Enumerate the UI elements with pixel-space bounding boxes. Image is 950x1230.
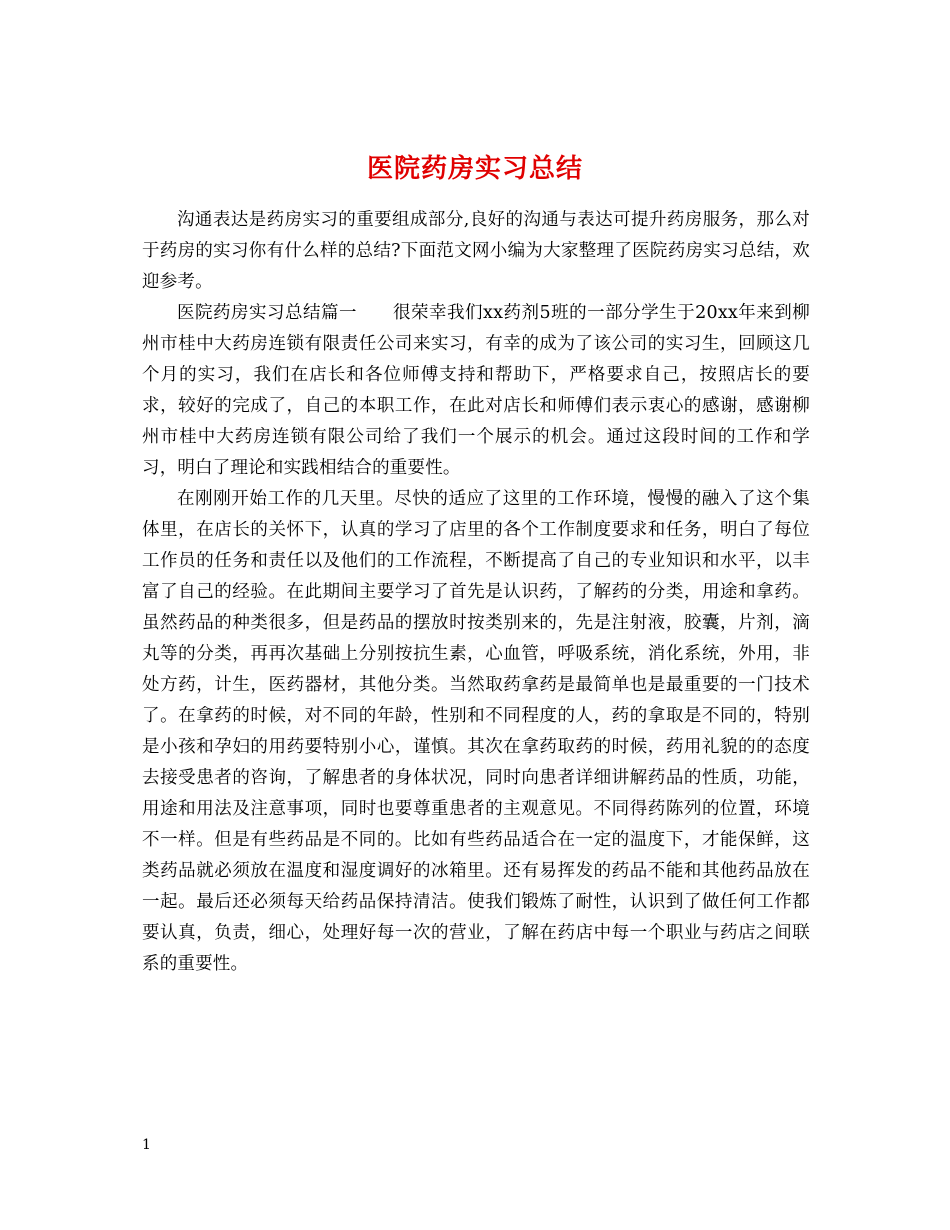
document-title: 医院药房实习总结	[366, 154, 583, 185]
paragraph-summary-part-one: 医院药房实习总结篇一 很荣幸我们xx药剂5班的一部分学生于20xx年来到柳州市桂中大药房连锁有限责任公司来实习，有幸的成为了该公司的实习生，回顾这几个月的实习，我们在店长和各位师傅支持和帮助下，严格要求自己，按照店长的要求，较好的完成了，自己的本职工作，在此对店长和师傅们表示衷心的感谢，感谢柳州市桂中大药房连锁有限公司给了我们一个展示的机会。通过这段时间的工作和学习，明白了理论和实践相结合的重要性。	[142, 303, 810, 478]
document-body	[142, 205, 810, 980]
page-number: 1	[142, 1137, 151, 1153]
paragraph-intro: 沟通表达是药房实习的重要组成部分,良好的沟通与表达可提升药房服务，那么对于药房的实习你有什么样的总结?下面范文网小编为大家整理了医院药房实习总结，欢迎参考。	[142, 210, 810, 292]
paragraph-work-experience: 在刚刚开始工作的几天里。尽快的适应了这里的工作环境，慢慢的融入了这个集体里，在店长的关怀下，认真的学习了店里的各个工作制度要求和任务，明白了每位工作员的任务和责任以及他们的工作流程，不断提高了自己的专业知识和水平，以丰富了自己的经验。在此期间主要学习了首先是认识药，了解药的分类，用途和拿药。虽然药品的种类很多，但是药品的摆放时按类别来的，先是注射液，胶囊，片剂，滴丸等的分类，再再次基础上分别按抗生素，心血管，呼吸系统，消化系统，外用，非处方药，计生，医药器材，其他分类。当然取药拿药是最简单也是最重要的一门技术了。在拿药的时候，对不同的年龄，性别和不同程度的人，药的拿取是不同的，特别是小孩和孕妇的用药要特别小心，谨慎。其次在拿药取药的时候，药用礼貌的的态度去接受患者的咨询，了解患者的身体状况，同时向患者详细讲解药品的性质，功能，用途和用法及注意事项，同时也要尊重患者的主观意见。不同得药陈列的位置，环境不一样。但是有些药品是不同的。比如有些药品适合在一定的温度下，才能保鲜，这类药品就必须放在温度和湿度调好的冰箱里。还有易挥发的药品不能和其他药品放在一起。最后还必须每天给药品保持清洁。使我们锻炼了耐性，认识到了做任何工作都要认真，负责，细心，处理好每一次的营业，了解在药店中每一个职业与药店之间联系的重要性。	[142, 489, 810, 974]
